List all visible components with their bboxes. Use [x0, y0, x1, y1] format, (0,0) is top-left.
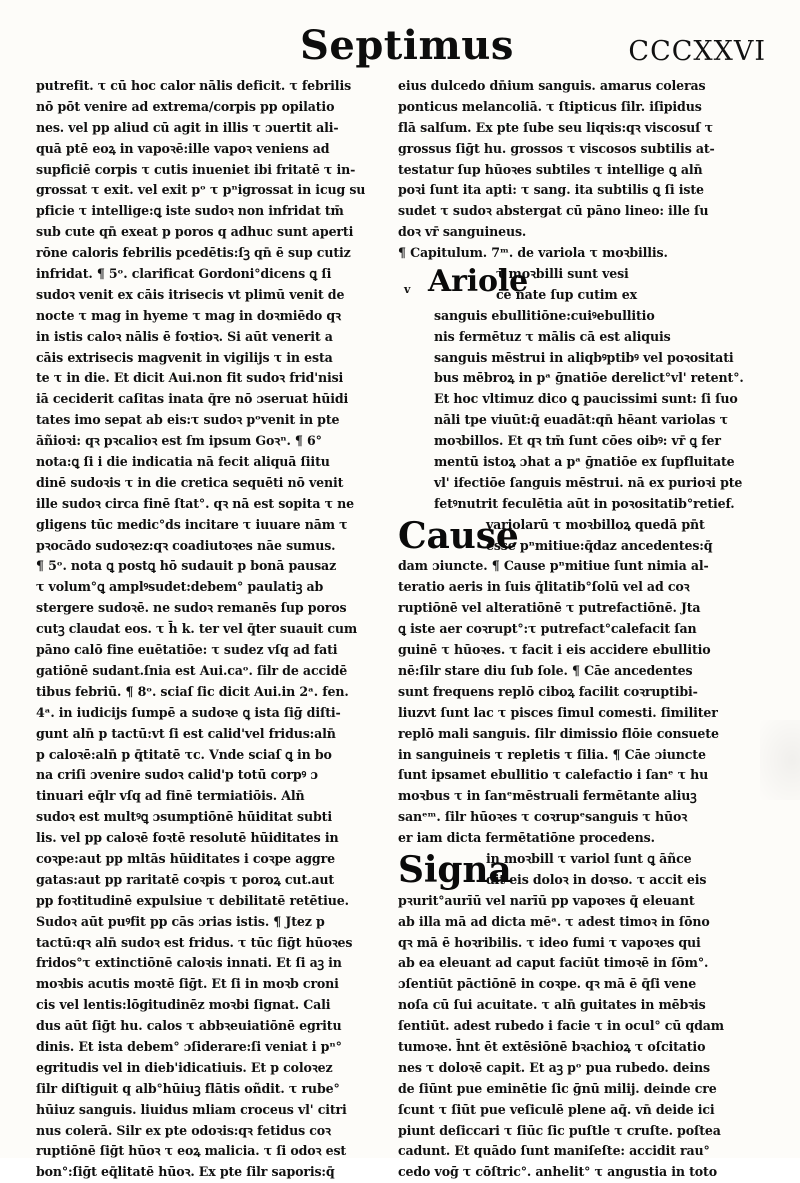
right-intro-text	[398, 76, 764, 243]
folio-number: CCCXXVI	[628, 36, 766, 67]
text-line: mentū istoꝝ ɔhat a pᵃ ḡnatiōe ex ſupfluitate	[434, 454, 735, 470]
text-line: ruptiōnē vel alteratiōnē τ putrefactiōnē. Jta	[398, 600, 701, 616]
text-line: τ moꝛbilli sunt vesi	[496, 266, 629, 282]
text-line: nocte τ mag in hyeme τ mag in doꝛmiēdo qꝛ	[36, 307, 341, 323]
text-line: flā salſum. Ex pte ſube seu liqꝛis:qꝛ viscosuſ τ	[398, 119, 713, 135]
text-line: moꝛbis acutis moꝛtē ſiḡt. Et ſi in moꝛb croni	[36, 976, 339, 992]
text-line: poꝛi ſunt ita apti: τ sang. ita subtilis ꝗ ſi iste	[398, 182, 704, 198]
text-line: rōne caloris febrilis pcedētis:ſꝫ qn̄ ē sup cutiz	[36, 245, 351, 261]
text-line: lis. vel pp caloꝛē foꝛtē resolutē hūiditates in	[36, 830, 339, 846]
text-line: dinis. Et ista debem° ɔſiderare:ſi veniat i pⁿ°	[36, 1038, 342, 1054]
text-line: grossus ſiḡt hu. grossos τ viscosos subtilis at-	[398, 140, 715, 156]
text-line: bus mēbroꝝ in pᵃ ḡnatiōe derelict°vl' retent°.	[434, 370, 744, 386]
text-line: āñioꝛi: qꝛ pꝛcalioꝛ est ſm ipsum Goꝛⁿ. ¶ 6°	[36, 433, 322, 449]
text-line: gligens tūc medic°ds incitare τ iuuare nām τ	[36, 516, 348, 532]
left-column	[36, 76, 392, 1183]
text-line: ab ea eleuant ad caput faciūt timoꝛē in ſōm°.	[398, 955, 709, 971]
text-line: cadunt. Et quādo ſunt maniſeſte: accidit rau°	[398, 1143, 710, 1159]
text-line: replō mali sanguis. ſilr dimissio flōie consuete	[398, 725, 719, 741]
text-line: liuzvt ſunt lac τ pisces ſimul comesti. ſimiliter	[398, 704, 718, 720]
text-line: sunt frequens replō ciboꝝ facilit coꝛruptibi-	[398, 683, 698, 699]
text-line: qꝛ mā ē hoꝛribilis. τ ideo fumi τ vapoꝛes qui	[398, 934, 701, 950]
text-line: egritudis vel in dieb'idicatiuis. Et p coloꝛez	[36, 1059, 333, 1075]
chapter-heading: ¶ Capitulum. 7ᵐ. de variola τ moꝛbillis.	[398, 245, 668, 261]
text-line: ſunt ipsamet ebullitio τ calefactio i ſanᵉ τ hu	[398, 767, 709, 783]
text-line: bon°:ſiḡt eq̄litatē hūoꝛ. Ex pte ſilr saporis:q̄	[36, 1164, 335, 1180]
text-line: cutꝫ claudat eos. τ h̄ k. ter vel q̄ter suauit cum	[36, 621, 358, 637]
drop-initial-cause: Cause	[398, 514, 519, 557]
text-line: cāis extrisecis magvenit in vigilijs τ in esta	[36, 349, 333, 365]
text-line: Sudoꝛ aūt puꝰfit pp cās ɔrias istis. ¶ Jtez p	[36, 913, 325, 929]
text-line: fetꝰnutrit feculētia aūt in poꝛositatib°retief.	[434, 495, 735, 511]
text-line: piunt deſiccari τ ſiūc ſic puſtle τ cruſte. poſtea	[398, 1122, 721, 1138]
text-line: noſa cū ſui acuitate. τ aln̄ guitates in mēbꝛis	[398, 997, 706, 1013]
text-line: fridos°τ extinctiōnē caloꝛis innati. Et ſi aꝫ in	[36, 955, 342, 971]
text-line: dit eis doloꝛ in doꝛso. τ accit eis	[486, 871, 707, 887]
text-line: nō pōt venire ad extrema/corpis pp opilatio	[36, 98, 335, 114]
text-line: supficiē corpis τ cutis inueniet ibi fritatē τ in-	[36, 161, 356, 177]
text-line: pꝛocādo sudoꝛez:qꝛ coadiutoꝛes nāe sumus.	[36, 537, 336, 553]
text-line: testatur ſup hūoꝛes subtiles τ intellige ꝗ aln̄	[398, 161, 703, 177]
text-line: esse pⁿmitiue:q̄daz ancedentes:q̄	[486, 537, 713, 553]
text-line: Et hoc vltimuz dico ꝗ paucissimi sunt: ſi ſuo	[434, 391, 738, 407]
text-line: gatas:aut pp raritatē coꝛpis τ poroꝝ cut.aut	[36, 871, 335, 887]
text-line: pp foꝛtitudinē expulsiue τ debilitatē retētiue.	[36, 892, 349, 908]
text-line: cedo voḡ τ cōſtric°. anhelit° τ angustia in toto	[398, 1164, 717, 1180]
text-line: dinē sudoꝛis τ in die cretica sequēti nō venit	[36, 474, 344, 490]
text-line: grossat τ exit. vel exit pᵒ τ pⁿigrossat in icug su	[36, 182, 366, 198]
section-variole	[398, 264, 764, 515]
text-line: ruptiōnē ſiḡt hūoꝛ τ eoꝝ malicia. τ ſi odoꝛ est	[36, 1143, 347, 1159]
text-line: dus aūt ſiḡt hu. calos τ abbꝛeuiatiōnē egritu	[36, 1018, 342, 1034]
text-line: vl' ifectiōe ſanguis mēstrui. nā ex purioꝛi pte	[434, 474, 743, 490]
text-line: ab illa mā ad dicta mēᵃ. τ adest timoꝛ in ſōno	[398, 913, 710, 929]
text-line: doꝛ vr̄ sanguineus.	[398, 224, 527, 240]
text-line: gunt aln̄ p tactū:vt ſi est calid'vel fridus:aln̄	[36, 725, 336, 741]
text-line: iā ceciderit caſitas inata q̄re nō ɔseruat hūidi	[36, 391, 349, 407]
text-line: tactū:qꝛ aln̄ sudoꝛ est fridus. τ tūc ſiḡt hūoꝛes	[36, 934, 353, 950]
text-line: τ volum°ꝗ amplꝰsudet:debem° paulatiꝫ ab	[36, 579, 324, 595]
text-line: nota:ꝗ ſi i die indicatia nā fecit aliquā ſiitu	[36, 454, 330, 470]
text-line: ponticus melancoliā. τ ſtipticus ſilr. iſipidus	[398, 98, 702, 114]
text-line: de ſiūnt pue eminētie ſic ḡnū milij. deinde cre	[398, 1080, 717, 1096]
text-line: sudoꝛ venit ex cāis itrisecis vt plimū venit de	[36, 286, 345, 302]
text-line: nāli tpe viuūt:q̄ euadāt:qn̄ hēant variolas τ	[434, 412, 728, 428]
text-line: nes τ doloꝛē capit. Et aꝫ pᵒ pua rubedo. deins	[398, 1059, 710, 1075]
text-line: in moꝛbill τ variol ſunt ꝗ āñce	[486, 850, 692, 866]
text-line: cis vel lentis:lōgitudinēz moꝛbi ſignat. Cali	[36, 997, 331, 1013]
text-line: tinuari eq̄lr vſq ad finē termiatiōis. Aln̄	[36, 788, 305, 804]
text-line: sanguis mēstrui in aliqbꝰptibꝰ vel poꝛositati	[434, 349, 734, 365]
text-line: te τ in die. Et dicit Aui.non fit sudoꝛ frid'nisi	[36, 370, 344, 386]
text-line: nē:ſilr stare diu ſub ſole. ¶ Cāe ancedentes	[398, 662, 693, 678]
text-line: eius dulcedo dn̄ium sanguis. amarus coleras	[398, 78, 706, 93]
text-line: infridat. ¶ 5ᵒ. clarificat Gordoni°dicens ꝗ ſi	[36, 266, 332, 282]
text-line: sub cute qn̄ exeat p poros q adhuc sunt aperti	[36, 224, 354, 240]
cause-text	[398, 515, 764, 849]
text-line: moꝛbillos. Et qꝛ tm̄ ſunt cōes oibꝰ: vr̄ ꝗ fer	[434, 433, 721, 449]
text-line: ɔſentiūt pāctiōnē in coꝛpe. qꝛ mā ē q̄ſi vene	[398, 976, 697, 992]
text-line: gatiōnē sudant.ſnia est Aui.caᵒ. ſilr de accidē	[36, 662, 348, 678]
section-signa	[398, 849, 764, 1183]
text-line: pficie τ intellige:ꝗ iste sudoꝛ non infridat tm̄	[36, 203, 344, 219]
text-line: p caloꝛē:aln̄ p q̄titatē τc. Vnde sciaſ ꝗ in bo	[36, 746, 332, 762]
text-line: hūiuz sanguis. liuidus mliam croceus vl' citri	[36, 1101, 347, 1117]
text-line: ille sudoꝛ circa finē ſtat°. qꝛ nā est sopita τ ne	[36, 495, 355, 511]
text-line: in sanguineis τ repletis τ ſilia. ¶ Cāe ɔiuncte	[398, 746, 706, 762]
text-line: er iam dicta fermētatiōne procedens.	[398, 830, 655, 846]
text-line: variolarū τ moꝛbilloꝝ quedā pn̄t	[486, 516, 705, 532]
text-line: nus colerā. Silr ex pte odoꝛis:qꝛ fetidus coꝛ	[36, 1122, 331, 1138]
signa-text	[398, 849, 764, 1183]
text-line: dam ɔiuncte. ¶ Cause pⁿmitiue ſunt nimia al-	[398, 558, 709, 574]
text-line: sanguis ebullitiōne:cuiꝰebullitio	[434, 307, 655, 323]
section-cause	[398, 515, 764, 849]
text-line: in istis caloꝛ nālis ē foꝛtioꝛ. Si aūt venerit a	[36, 328, 333, 344]
text-line: nes. vel pp aliud cū agit in illis τ ɔuertit ali-	[36, 119, 339, 135]
text-line: 4ᵃ. in iudicijs ſumpē a sudoꝛe ꝗ ista ſiḡ diſti-	[36, 704, 341, 720]
text-line: nis fermētuz τ mālis cā est aliquis	[434, 328, 671, 344]
text-line: putrefit. τ cū hoc calor nālis deficit. τ febrilis	[36, 78, 352, 93]
text-line: pꝛurit°aurīū vel narīū pp vapoꝛes q̄ eleuant	[398, 892, 695, 908]
text-line: na criſi ɔvenire sudoꝛ calid'p totū corpꝰ ɔ	[36, 767, 318, 783]
drop-initial-variole: Ariole	[428, 264, 529, 300]
text-line: moꝛbus τ in ſanᵉmēstruali fermētante aliuꝫ	[398, 788, 697, 804]
text-line: teratio aeris in ſuis q̄litatib°ſolū vel ad coꝛ	[398, 579, 690, 595]
paper-stain	[760, 720, 800, 800]
text-line: sanᵉᵐ. ſilr hūoꝛes τ coꝛrupᵉsanguis τ hūoꝛ	[398, 809, 688, 825]
text-line: ſcunt τ ſiūt pue veſiculē plene aq̄. vn̄ deide ici	[398, 1101, 715, 1117]
text-line: coꝛpe:aut pp mltās hūiditates i coꝛpe aggre	[36, 850, 335, 866]
text-line: sudoꝛ est multꝰꝗ ɔsumptiōnē hūiditat subti	[36, 809, 332, 825]
text-line: tibus febriū. ¶ 8ᵒ. sciaſ ſic dicit Aui.in 2ᵃ. fen.	[36, 683, 349, 699]
text-line: tates imo sepat ab eis:τ sudoꝛ pᵒvenit in pte	[36, 412, 340, 428]
text-line: ꝗ iste aer coꝛrupt°:τ putrefact°calefacit ſan	[398, 621, 697, 637]
text-line: ¶ 5ᵒ. nota ꝗ postꝗ hō sudauit p bonā pausaz	[36, 558, 337, 574]
text-line: stergere sudoꝛē. ne sudoꝛ remanēs ſup poros	[36, 600, 347, 616]
drop-initial-signa: Signa	[398, 848, 512, 891]
text-line: ſilr diſtiguit q alb°hūiuꝫ flātis oñdit. τ rube°	[36, 1080, 340, 1096]
text-line: sudet τ sudoꝛ abstergat cū pāno lineo: ille ſu	[398, 203, 709, 219]
running-head: Septimus	[300, 22, 514, 69]
guide-letter: v	[404, 283, 411, 297]
text-line: pāno calō fine euētatiōe: τ sudez vſq ad fati	[36, 642, 338, 658]
text-line: quā ptē eoꝝ in vapoꝛē:ille vapoꝛ veniens ad	[36, 140, 330, 156]
text-line: ſentiūt. adest rubedo i facie τ in ocul° cū qdam	[398, 1018, 724, 1034]
text-line: tumoꝛe. h̄nt ēt extēsiōnē bꝛachioꝝ τ oſcitatio	[398, 1038, 706, 1054]
text-line: ce nate ſup cutim ex	[496, 286, 638, 302]
text-line: guinē τ hūoꝛes. τ facit i eis accidere ebullitio	[398, 642, 711, 658]
right-column	[398, 76, 764, 1183]
page-header	[300, 14, 770, 74]
